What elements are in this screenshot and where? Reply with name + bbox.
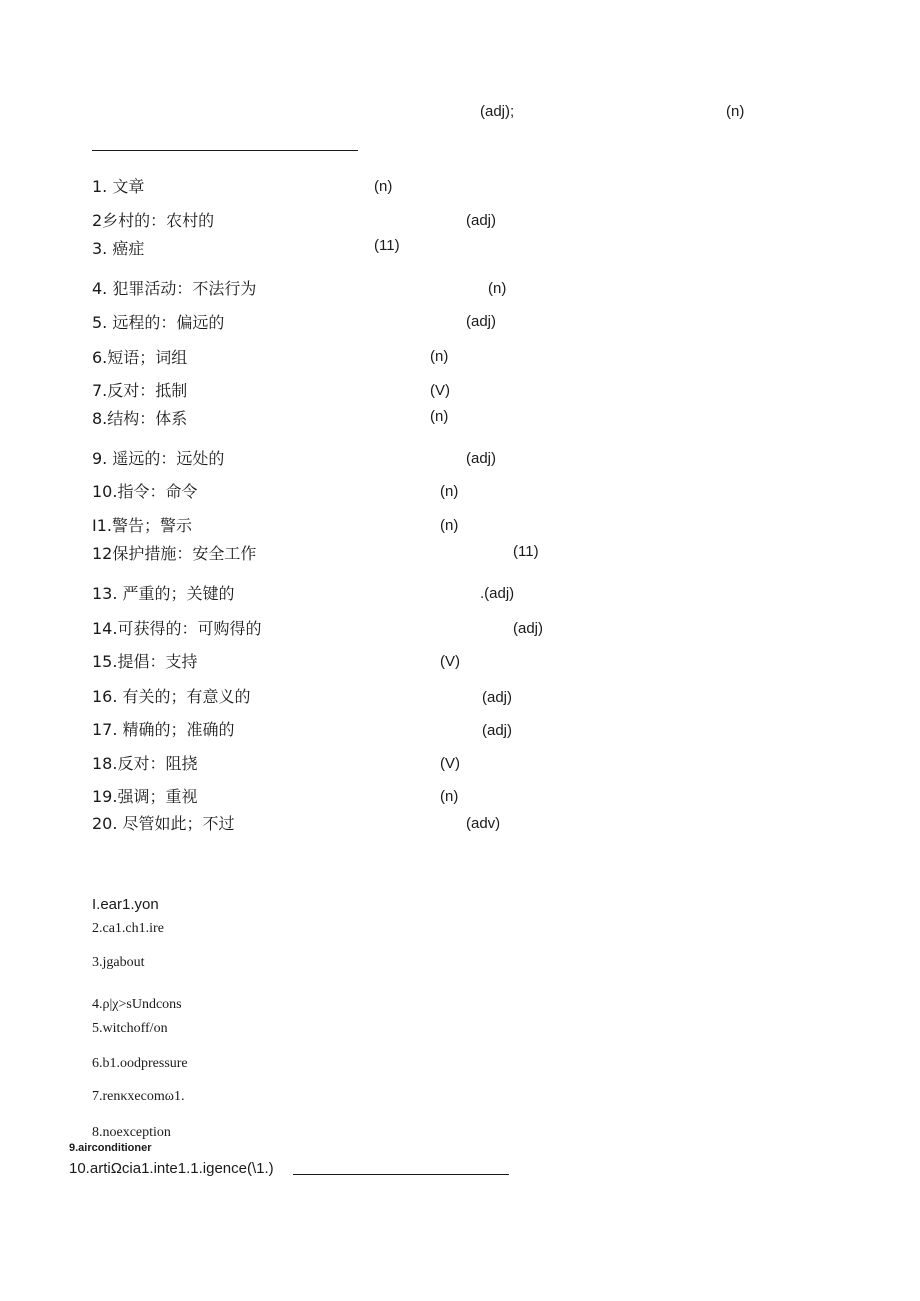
vocab-chinese: 17. 精确的；准确的 <box>92 720 235 739</box>
vocab-pos: (n) <box>488 280 507 297</box>
vocab-pos: (adj) <box>466 313 497 330</box>
vocab-pos: (adv) <box>466 815 501 832</box>
vocab-pos: (V) <box>430 382 450 399</box>
phrase-item: 9.airconditioner <box>69 1142 152 1154</box>
phrase-item: 3.jgabout <box>92 955 145 970</box>
vocab-pos: (adj) <box>466 212 497 229</box>
phrase-item: 7.renκxecomω1. <box>92 1089 185 1104</box>
header-pos-adj: (adj); <box>480 103 515 120</box>
vocab-chinese: 15.提倡：支持 <box>92 652 198 671</box>
vocab-chinese: 4. 犯罪活动：不法行为 <box>92 279 257 298</box>
vocab-pos: (adj) <box>466 450 497 467</box>
vocab-pos: .(adj) <box>480 585 515 602</box>
phrase-item: I.ear1.yon <box>92 896 159 913</box>
vocab-chinese: 6.短语；词组 <box>92 348 188 367</box>
phrase-item: 6.b1.oodpressure <box>92 1056 188 1071</box>
vocab-chinese: 8.结构：体系 <box>92 409 188 428</box>
vocab-pos: (n) <box>440 788 459 805</box>
vocab-pos: (n) <box>440 483 459 500</box>
vocab-chinese: 9. 遥远的：远处的 <box>92 449 225 468</box>
vocab-chinese: 16. 有关的；有意义的 <box>92 687 251 706</box>
phrase-item: 10.artiΩcia1.inte1.1.igence(\1.) <box>69 1160 274 1177</box>
vocab-chinese: I1.警告；警示 <box>92 516 192 535</box>
vocab-pos: (V) <box>440 653 460 670</box>
vocab-pos: (11) <box>374 237 400 254</box>
vocab-pos: (11) <box>513 543 539 560</box>
vocab-pos: (n) <box>430 348 449 365</box>
vocab-pos: (n) <box>440 517 459 534</box>
vocab-chinese: 5. 远程的：偏远的 <box>92 313 225 332</box>
vocab-chinese: 13. 严重的；关键的 <box>92 584 235 603</box>
vocab-pos: (adj) <box>513 620 544 637</box>
vocab-chinese: 19.强调；重视 <box>92 787 198 806</box>
vocab-chinese: 12保护措施：安全工作 <box>92 544 257 563</box>
header-pos-n: (n) <box>726 103 745 120</box>
header-rule <box>92 150 358 151</box>
vocab-chinese: 14.可获得的：可购得的 <box>92 619 262 638</box>
phrase-item: 5.witchoff/on <box>92 1021 168 1036</box>
vocab-chinese: 10.指令：命令 <box>92 482 198 501</box>
vocab-pos: (adj) <box>482 689 513 706</box>
vocab-pos: (adj) <box>482 722 513 739</box>
phrase-item: 4.ρ|χ>sUndcons <box>92 997 182 1012</box>
vocab-chinese: 20. 尽管如此；不过 <box>92 814 235 833</box>
vocab-pos: (n) <box>374 178 393 195</box>
vocab-chinese: 7.反对：抵制 <box>92 381 188 400</box>
vocab-pos: (V) <box>440 755 460 772</box>
phrase-item: 2.ca1.ch1.ire <box>92 921 164 936</box>
vocab-chinese: 18.反对：阻挠 <box>92 754 198 773</box>
answer-rule <box>293 1174 509 1175</box>
vocab-chinese: 1. 文章 <box>92 177 145 196</box>
vocab-pos: (n) <box>430 408 449 425</box>
vocab-chinese: 3. 癌症 <box>92 239 145 258</box>
vocab-chinese: 2乡村的：农村的 <box>92 211 215 230</box>
phrase-item: 8.noexception <box>92 1125 171 1140</box>
